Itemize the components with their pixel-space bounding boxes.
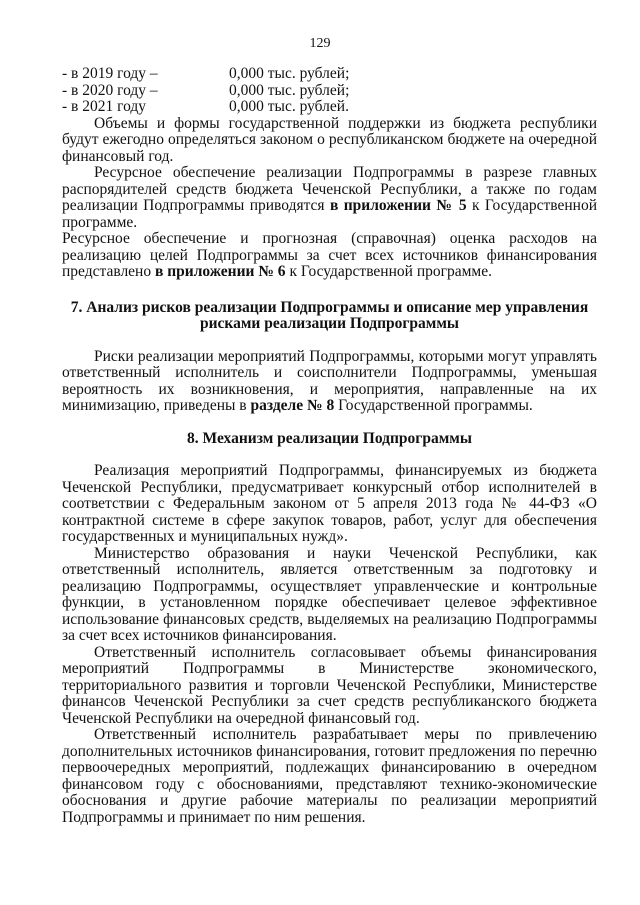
section-7-title-line: рисками реализации Подпрограммы: [199, 315, 460, 332]
paragraph-risks: [62, 349, 597, 415]
paragraph-mechanism-coordination: Ответственный исполнитель согласовывает объемы финансирования мероприятий Подпрограммы в Министерстве экономического, территориального развития и торговли Чеченской Республики, Министерстве финансов Чеченской Республики за счет средств республиканского бюджета Чеченской Республики на очередной финансовый год.: [62, 643, 597, 727]
paragraph-resource-by-distributors: [62, 165, 597, 231]
paragraph-mechanism-procurement: Реализация мероприятий Подпрограммы, финансируемых из бюджета Чеченской Республики, предусматривает конкурсный отбор исполнителей в соответствии с Федеральным законом от 5 апреля 2013 года № 44-ФЗ «О контрактной системе в сфере закупок товаров, работ, услуг для обеспечения государственных и муниципальных нужд».: [62, 462, 597, 545]
financing-year-label: - в 2019 году –: [62, 65, 158, 82]
financing-amount: 0,000 тыс. рублей;: [229, 65, 350, 82]
financing-year-label: - в 2020 году –: [62, 81, 158, 99]
paragraph-mechanism-additional-sources: Ответственный исполнитель разрабатывает меры по привлечению дополнительных источников финансирования, готовит предложения по перечню первоочередных мероприятий, подлежащих финансированию в очередном финансовом году с обоснованиями, представляют технико-экономические обоснования и другие рабочие материалы по реализации мероприятий Подпрограммы и принимает по ним решения.: [62, 726, 597, 826]
financing-list: [62, 66, 597, 116]
section-7-title-line: 7. Анализ рисков реализации Подпрограммы и описание мер управления: [70, 298, 589, 316]
paragraph-resource-all-sources: [62, 231, 597, 281]
financing-row: [62, 66, 597, 83]
paragraph-mechanism-responsible: Министерство образования и науки Чеченской Республики, как ответственный исполнитель, является ответственным за подготовку и реализацию Подпрограммы, осуществляет управленческие и контрольные функции, в установленном порядке обеспечивает целевое эффективное использование финансовых средств, выделяемых на реализацию Подпрограммы за счет всех источников финансирования.: [62, 544, 597, 644]
appendix-reference: в приложении № 5: [329, 197, 467, 214]
financing-amount: 0,000 тыс. рублей.: [229, 98, 349, 115]
paragraph-text: Ресурсное обеспечение и прогнозная (справочная) оценка расходов на реализацию целей Подпрограммы за счет всех источников финансирования представлено: [62, 230, 597, 280]
financing-row: [62, 83, 597, 100]
section-8-heading: 8. Механизм реализации Подпрограммы: [187, 429, 472, 447]
page-content: [62, 66, 597, 826]
section-reference: разделе № 8: [250, 397, 335, 414]
appendix-reference: в приложении № 6: [154, 263, 286, 280]
section-7-heading: [62, 300, 597, 333]
paragraph-text: Риски реализации мероприятий Подпрограммы, которыми могут управлять ответственный исполнитель и соисполнители Подпрограммы, уменьшая вероятность их возникновения, и мероприятия, направленные на их минимизацию, приведены в: [62, 347, 597, 414]
paragraph-text: Государственной программы.: [338, 397, 533, 414]
paragraph-text: к Государственной программе.: [289, 263, 492, 280]
financing-amount: 0,000 тыс. рублей;: [229, 81, 350, 99]
page-number: 129: [309, 36, 331, 51]
financing-row: [62, 99, 597, 116]
paragraph-text: к Государственной программе.: [62, 197, 597, 231]
paragraph-state-support: Объемы и формы государственной поддержки из бюджета республики будут ежегодно определяться законом о республиканском бюджете на очередной финансовый год.: [62, 114, 597, 165]
paragraph-text: Ресурсное обеспечение реализации Подпрограммы в разрезе главных распорядителей средств бюджета Чеченской Республики, а также по годам реализации Подпрограммы приводятся: [62, 164, 597, 214]
financing-year-label: - в 2021 году: [62, 98, 147, 115]
